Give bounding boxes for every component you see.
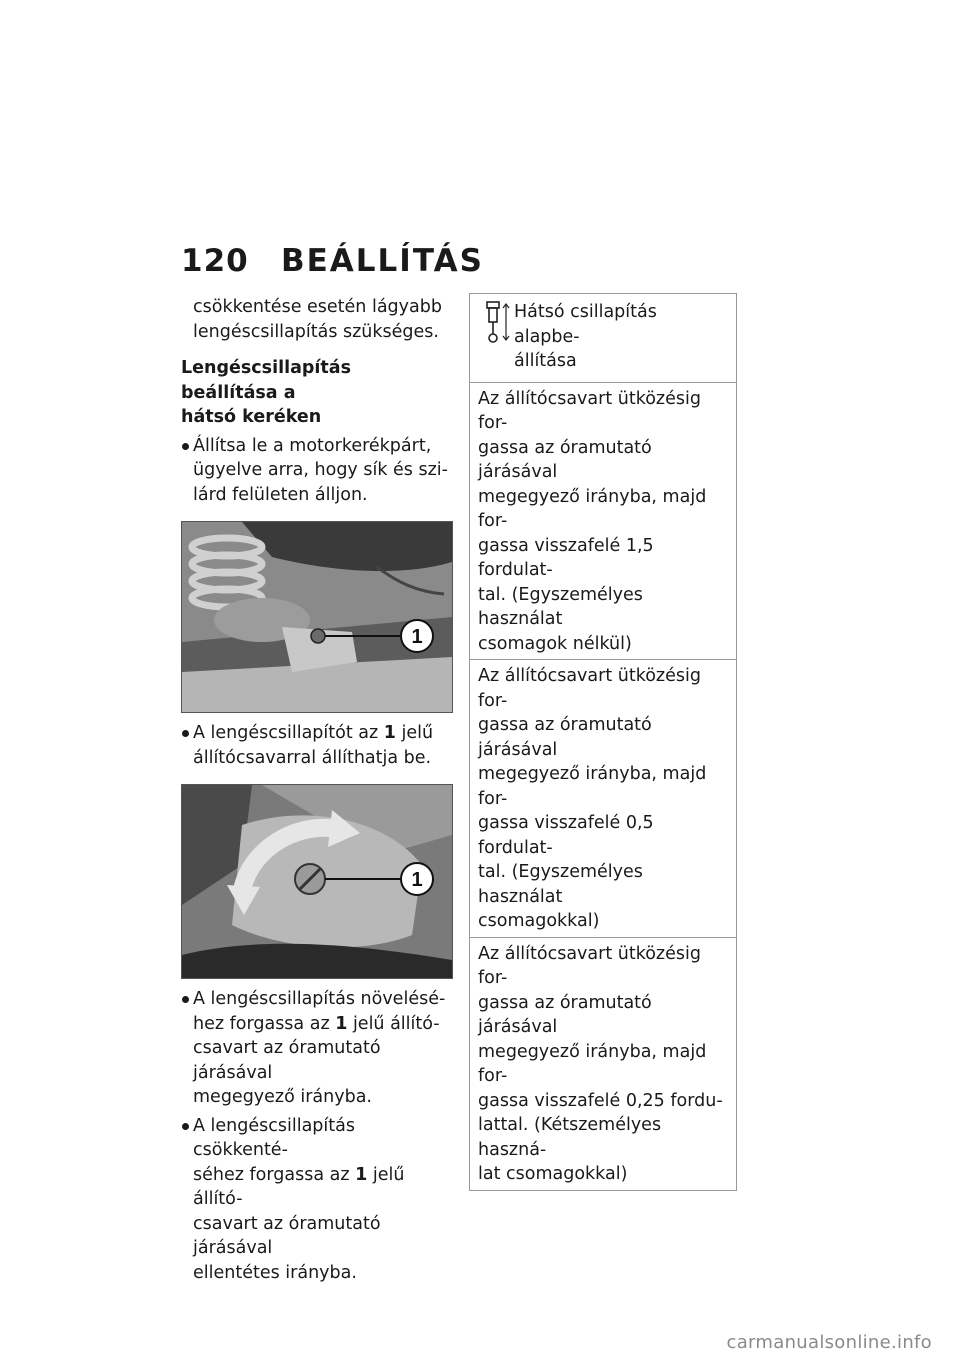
text-run: séhez forgassa az [193, 1164, 356, 1185]
bullet-line: A lengéscsillapítás növelésé- [193, 989, 446, 1009]
row-line: megegyező irányba, majd for- [478, 486, 707, 531]
row-line: gassa visszafelé 0,5 fordulat- [478, 813, 654, 858]
bullet-line: megegyező irányba. [193, 1087, 372, 1107]
row-line: lattal. (Kétszemélyes haszná- [478, 1115, 662, 1160]
row-line: Az állítócsavart ütközésig for- [478, 666, 701, 711]
row-line: csomagokkal) [478, 911, 600, 931]
text-run: jelű állító- [347, 1013, 440, 1034]
table-title-line: Hátsó csillapítás alapbe- [514, 302, 657, 347]
adjuster-screw-photo [181, 784, 453, 979]
table-row [470, 660, 736, 938]
row-line: Az állítócsavart ütközésig for- [478, 388, 701, 433]
bullet-line: lárd felületen álljon. [193, 484, 368, 505]
bullet-line: ügyelve arra, hogy sík és szi- [193, 460, 448, 480]
rear-shock-illustration [182, 522, 452, 712]
rear-shock-photo [181, 521, 453, 713]
bullet-item [181, 434, 453, 508]
bullet-line: csavart az óramutató járásával [193, 1038, 381, 1083]
intro-line: csökkentése esetén lágyabb [193, 297, 442, 317]
row-line: tal. (Egyszemélyes használat [478, 584, 643, 629]
bullet-line: csavart az óramutató járásával [193, 1213, 381, 1258]
table-title-line: állítása [514, 351, 577, 371]
page-number: 120 [181, 243, 249, 279]
callout-ref: 1 [355, 1164, 368, 1185]
row-line: gassa az óramutató járásával [478, 715, 652, 760]
text-run: A lengéscsillapítót az [193, 723, 384, 743]
row-line: csomagok nélkül) [478, 633, 632, 654]
watermark: carmanualsonline.info [726, 1332, 932, 1353]
table-row [470, 383, 736, 661]
shock-absorber-icon [478, 300, 514, 344]
bullet-line: Állítsa le a motorkerékpárt, [193, 435, 432, 456]
bullet-item [181, 1114, 453, 1286]
callout-label: 1 [411, 626, 423, 648]
intro-line: lengéscsillapítás szükséges. [193, 321, 439, 342]
bullet-line: állítócsavarral állíthatja be. [193, 747, 432, 768]
bullet-line: A lengéscsillapítás csökkenté- [193, 1115, 355, 1160]
subheading [181, 356, 453, 430]
bullet-item [181, 721, 453, 770]
right-column [469, 293, 737, 1191]
bullet-line [193, 1012, 453, 1037]
row-line: tal. (Egyszemélyes használat [478, 862, 643, 907]
left-column [181, 295, 453, 1285]
subheading-line: Lengéscsillapítás beállítása a [181, 358, 352, 403]
section-title: BEÁLLÍTÁS [281, 243, 484, 279]
bullet-line: ellentétes irányba. [193, 1262, 357, 1283]
callout-label: 1 [411, 869, 423, 891]
row-line: gassa az óramutató járásával [478, 437, 652, 482]
row-line: Az állítócsavart ütközésig for- [478, 943, 701, 988]
text-run: jelű [395, 723, 434, 743]
callout-ref: 1 [335, 1013, 348, 1034]
text-run: hez forgassa az [193, 1013, 336, 1034]
page-header [181, 243, 484, 283]
bullet-line [193, 721, 453, 746]
row-line: gassa az óramutató járásával [478, 992, 652, 1037]
row-line: megegyező irányba, majd for- [478, 1041, 707, 1086]
row-line: megegyező irányba, majd for- [478, 764, 707, 809]
table-title [514, 300, 728, 374]
table-header [470, 294, 736, 383]
callout-ref: 1 [383, 723, 396, 743]
bullet-line [193, 1163, 453, 1212]
bullet-item [181, 987, 453, 1110]
subheading-line: hátsó keréken [181, 407, 322, 427]
table-row [470, 938, 736, 1190]
row-line: lat csomagokkal) [478, 1164, 628, 1184]
adjuster-screw-illustration [182, 785, 452, 978]
row-line: gassa visszafelé 1,5 fordulat- [478, 535, 654, 580]
text-run: jelű állító- [193, 1164, 405, 1209]
row-line: gassa visszafelé 0,25 fordu- [478, 1090, 723, 1111]
damping-settings-table [469, 293, 737, 1191]
